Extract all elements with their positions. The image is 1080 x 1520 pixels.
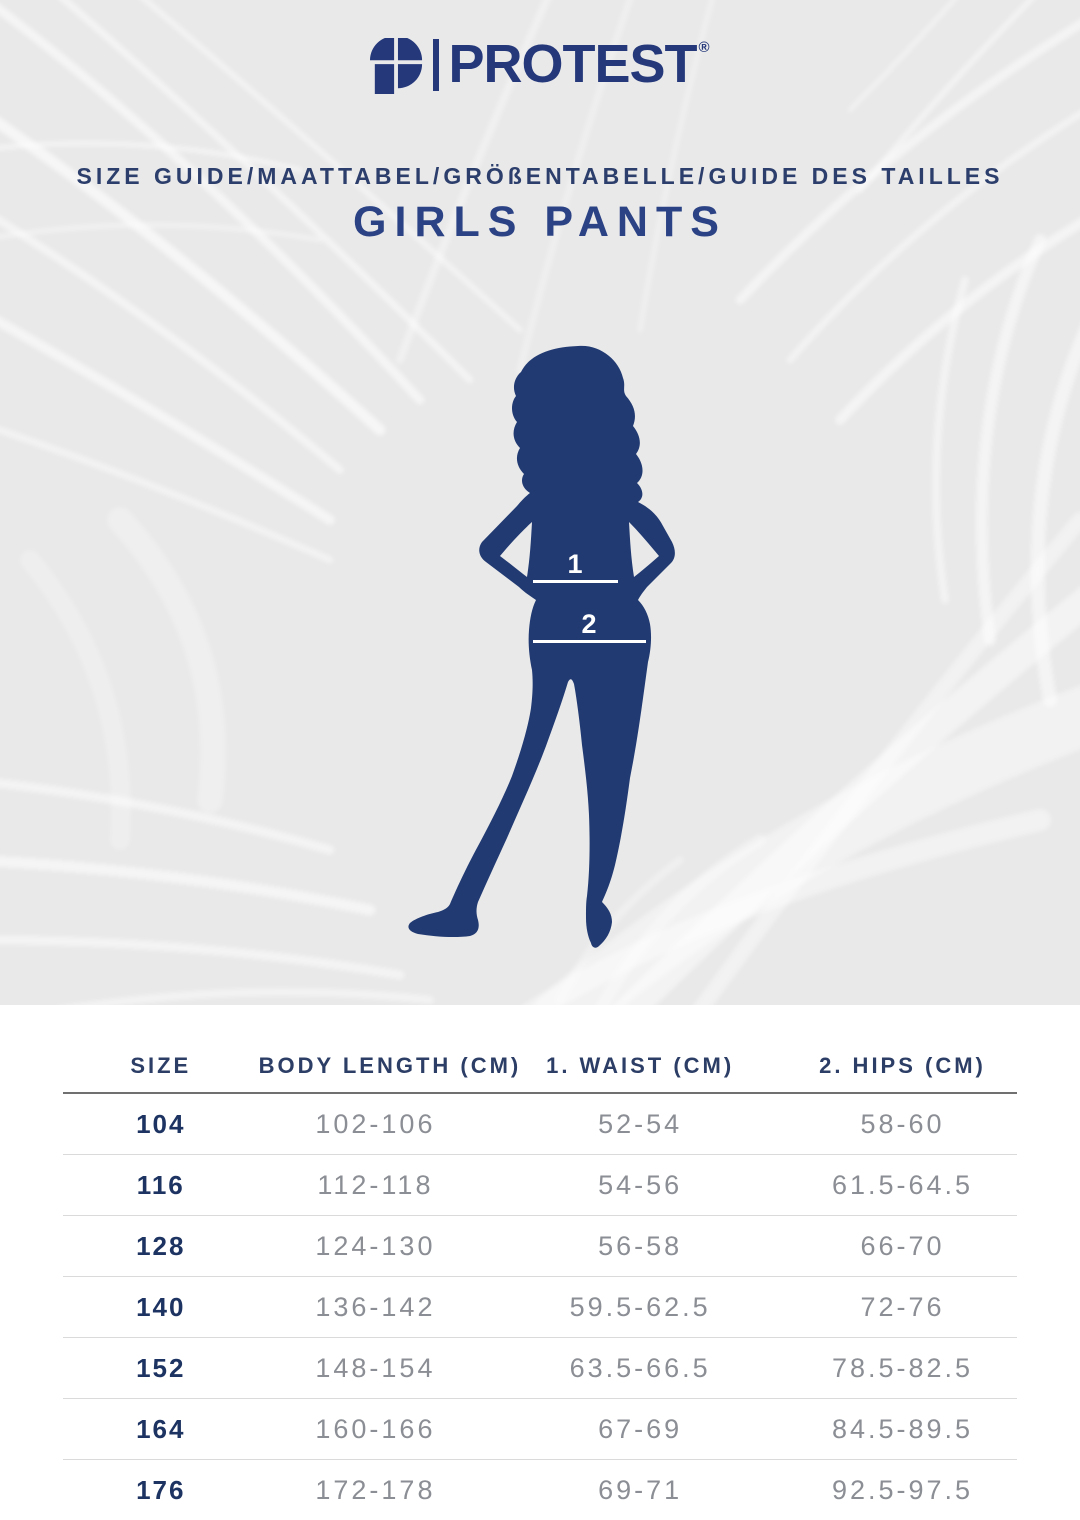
cell-body-length: 136-142 xyxy=(315,1291,436,1322)
cell-body-length: 102-106 xyxy=(315,1108,436,1139)
size-table-header xyxy=(63,1040,1017,1092)
table-row xyxy=(63,1154,1017,1215)
cell-waist: 59.5-62.5 xyxy=(569,1291,711,1322)
table-row xyxy=(63,1094,1017,1154)
size-guide-subtitle: SIZE GUIDE/MAATTABEL/GRÖßENTABELLE/GUIDE DES TAILLES xyxy=(76,163,1004,189)
cell-size: 152 xyxy=(136,1352,186,1383)
table-row xyxy=(63,1459,1017,1520)
registered-mark: ® xyxy=(698,39,710,56)
cell-body-length: 148-154 xyxy=(315,1352,436,1383)
cell-hips: 92.5-97.5 xyxy=(831,1474,974,1505)
girl-silhouette xyxy=(400,330,750,1005)
column-header-body-length: BODY LENGTH (CM) xyxy=(258,1053,522,1078)
cell-body-length: 124-130 xyxy=(315,1230,436,1261)
cell-body-length: 172-178 xyxy=(315,1474,436,1505)
waist-label: 1 xyxy=(567,549,583,579)
page-title: GIRLS PANTS xyxy=(353,198,727,246)
cell-hips: 78.5-82.5 xyxy=(831,1352,974,1383)
cell-size: 164 xyxy=(136,1413,186,1444)
size-table-body xyxy=(63,1094,1017,1520)
size-table xyxy=(63,1040,1017,1520)
cell-body-length: 112-118 xyxy=(317,1169,434,1200)
table-row xyxy=(63,1337,1017,1398)
table-row xyxy=(63,1215,1017,1276)
cell-body-length: 160-166 xyxy=(315,1413,436,1444)
column-header-hips: 2. HIPS (CM) xyxy=(819,1053,986,1078)
cell-size: 140 xyxy=(136,1291,186,1322)
logo-divider-bar xyxy=(433,39,439,91)
table-row xyxy=(63,1398,1017,1459)
cell-hips: 61.5-64.5 xyxy=(831,1169,974,1200)
logo-wordmark: PROTEST xyxy=(448,34,697,94)
cell-waist: 69-71 xyxy=(598,1474,683,1505)
cell-waist: 63.5-66.5 xyxy=(569,1352,711,1383)
cell-waist: 54-56 xyxy=(598,1169,683,1200)
cell-hips: 72-76 xyxy=(860,1291,945,1322)
cell-hips: 84.5-89.5 xyxy=(831,1413,974,1444)
cell-size: 104 xyxy=(136,1108,186,1139)
cell-waist: 52-54 xyxy=(598,1108,683,1139)
protest-logo-icon xyxy=(370,38,424,96)
cell-hips: 66-70 xyxy=(860,1230,945,1261)
cell-size: 128 xyxy=(136,1230,186,1261)
cell-waist: 67-69 xyxy=(598,1413,683,1444)
protest-logo xyxy=(0,36,1080,96)
waist-measure-line xyxy=(533,580,618,583)
column-header-waist: 1. WAIST (CM) xyxy=(546,1053,735,1078)
cell-size: 116 xyxy=(136,1169,185,1200)
cell-waist: 56-58 xyxy=(598,1230,683,1261)
size-table-section xyxy=(0,1005,1080,1505)
cell-hips: 58-60 xyxy=(860,1108,945,1139)
hips-label: 2 xyxy=(581,609,597,639)
hips-measure-line xyxy=(533,640,646,643)
table-row xyxy=(63,1276,1017,1337)
column-header-size: SIZE xyxy=(130,1053,192,1078)
cell-size: 176 xyxy=(136,1474,186,1505)
